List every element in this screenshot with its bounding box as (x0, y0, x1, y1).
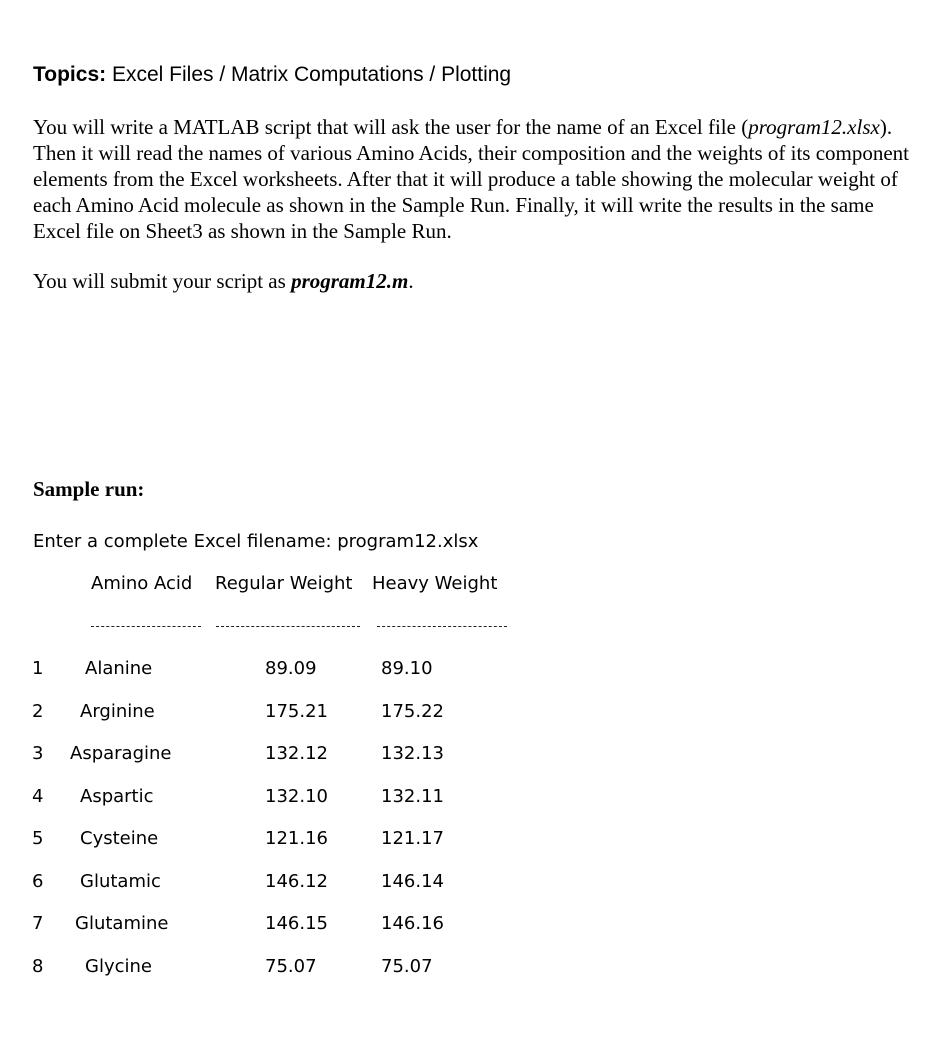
heavy-weight-value: 132.13 (381, 743, 444, 764)
amino-acid-name: Asparagine (70, 743, 172, 764)
header-divider-heavy (377, 626, 507, 627)
row-number: 6 (32, 871, 44, 892)
topics-text: Excel Files / Matrix Computations / Plotting (111, 63, 512, 86)
header-regular-weight: Regular Weight (215, 573, 353, 594)
heavy-weight-value: 89.10 (381, 658, 433, 679)
regular-weight-value: 89.09 (265, 658, 317, 679)
regular-weight-value: 146.15 (265, 913, 328, 934)
regular-weight-value: 146.12 (265, 871, 328, 892)
row-number: 8 (32, 956, 44, 977)
heavy-weight-value: 146.16 (381, 913, 444, 934)
heavy-weight-value: 75.07 (381, 956, 433, 977)
submit-period: . (408, 269, 414, 293)
amino-acid-name: Glutamine (75, 913, 169, 934)
row-number: 3 (32, 743, 44, 764)
regular-weight-value: 121.16 (265, 828, 328, 849)
regular-weight-value: 132.10 (265, 786, 328, 807)
excel-filename: program12.xlsx (748, 115, 880, 139)
header-divider-regular (216, 626, 360, 627)
heavy-weight-value: 121.17 (381, 828, 444, 849)
amino-acid-name: Arginine (80, 701, 155, 722)
amino-acid-name: Glycine (85, 956, 152, 977)
amino-acid-name: Cysteine (80, 828, 159, 849)
topics-label: Topics: (33, 63, 107, 86)
description-text-start: You will write a MATLAB script that will ask the user for the name of an Excel file ( (33, 115, 749, 139)
regular-weight-value: 175.21 (265, 701, 328, 722)
row-number: 7 (32, 913, 44, 934)
row-number: 2 (32, 701, 44, 722)
regular-weight-value: 132.12 (265, 743, 328, 764)
row-number: 4 (32, 786, 44, 807)
topics-line (33, 61, 511, 89)
script-filename: program12.m (291, 269, 409, 293)
row-number: 1 (32, 658, 44, 679)
heavy-weight-value: 132.11 (381, 786, 444, 807)
heavy-weight-value: 175.22 (381, 701, 444, 722)
row-number: 5 (32, 828, 44, 849)
description-text-end: ). Then it will read the names of various Amino Acids, their composition and the weights of its component elements from the Excel worksheets. After that it will produce a table showing the molecular weight of each Amino Acid molecule as shown in the Sample Run. Finally, it will write the results in the same Excel file on Sheet3 as shown in the Sample Run. (33, 115, 910, 243)
heavy-weight-value: 146.14 (381, 871, 444, 892)
header-amino-acid: Amino Acid (91, 573, 193, 594)
submit-text: You will submit your script as (33, 269, 292, 293)
regular-weight-value: 75.07 (265, 956, 317, 977)
submit-paragraph (33, 268, 913, 294)
header-divider-amino (91, 626, 201, 627)
amino-acid-name: Glutamic (80, 871, 161, 892)
header-heavy-weight: Heavy Weight (372, 573, 498, 594)
sample-run-heading: Sample run: (33, 477, 145, 501)
description-paragraph (33, 114, 913, 244)
filename-prompt: Enter a complete Excel filename: program12.xlsx (33, 531, 479, 552)
amino-acid-name: Alanine (85, 658, 153, 679)
amino-acid-name: Aspartic (80, 786, 154, 807)
